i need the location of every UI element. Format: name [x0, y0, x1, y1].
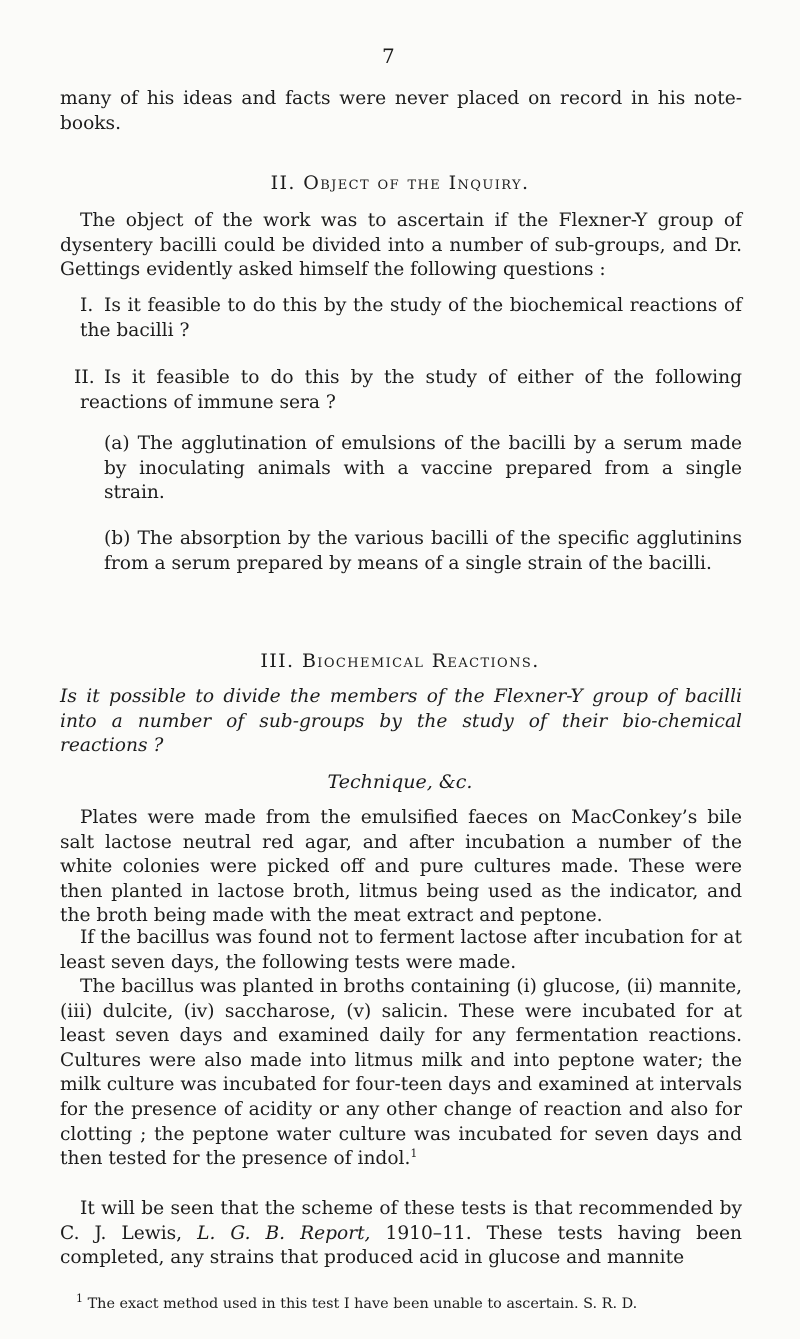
italic-question: Is it possible to divide the members of the Flexner-Y group of bacilli into a number of sub-groups by the study of their bio-chemical reactions ? [60, 686, 742, 757]
report-citation: L. G. B. Report, [197, 1222, 371, 1244]
question-1 [80, 294, 742, 343]
question-2-number: II. [74, 367, 95, 388]
question-1-text: Is it feasible to do this by the study of the biochemical reactions of the bacilli ? [80, 295, 742, 341]
paragraph-continuation: many of his ideas and facts were never placed on record in his note-books. [60, 88, 742, 134]
paragraph-lactose-test: If the bacillus was found not to ferment lactose after incubation for at least seven days, the following tests were made. [60, 927, 742, 973]
paragraph-scheme [60, 1197, 742, 1271]
footnote-text: The exact method used in this test I have been unable to ascertain. S. R. D. [87, 1296, 638, 1312]
question-2b-label: (b) [104, 528, 131, 549]
footnote-number: 1 [76, 1292, 83, 1306]
paragraph-broths-text: The bacillus was planted in broths containing (i) glucose, (ii) mannite, (iii) dulcite, (iv) saccharose, (v) salicin. These were incubated for at least seven days and examined daily for any fermentation reactions. Cultures were also made into litmus milk and into peptone water; the milk culture was incubated for four-teen days and examined at intervals for the presence of acidity or any other change of reaction and also for clotting ; the peptone water culture was incubated for seven days and then tested for the presence of indol. [60, 976, 742, 1170]
paragraph-scheme-text-a: It will be seen that the scheme of these tests is that recommended by C. J. Lewis, [60, 1198, 742, 1244]
question-2a-label: (a) [104, 433, 130, 454]
question-2a-text: The agglutination of emulsions of the bacilli by a serum made by inoculating animals with a vaccine prepared from a single strain. [104, 433, 742, 504]
paragraph-broths [60, 975, 742, 1172]
page-number: 7 [382, 44, 395, 68]
paragraph-plates: Plates were made from the emulsified faeces on MacConkey’s bile salt lactose neutral red agar, and after incubation a number of the white colonies were picked off and pure cultures made. These were then planted in lactose broth, litmus being used as the indicator, and the broth being made with the meat extract and peptone. [60, 807, 742, 927]
section-heading-biochemical: III. Biochemical Reactions. [260, 650, 540, 672]
question-2a [104, 432, 742, 506]
footnote [76, 1292, 744, 1312]
paragraph-object: The object of the work was to ascertain if the Flexner-Y group of dysentery bacilli could be divided into a number of sub-groups, and Dr. Gettings evidently asked himself the following questions : [60, 210, 742, 281]
subheading-technique: Technique, &c. [327, 771, 473, 793]
paragraph-scheme-text-b: 1910–11. These tests having been completed, any strains that produced acid in glucose and mannite [60, 1222, 742, 1269]
question-2 [74, 366, 742, 415]
question-2b [104, 527, 742, 576]
footnote-marker: 1 [410, 1146, 418, 1160]
question-2-text: Is it feasible to do this by the study of either of the following reactions of immune sera ? [80, 367, 742, 413]
section-heading-object: II. Object of the Inquiry. [270, 172, 530, 194]
question-2b-text: The absorption by the various bacilli of the specific agglutinins from a serum prepared by means of a single strain of the bacilli. [104, 528, 742, 574]
question-1-number: I. [80, 295, 94, 316]
